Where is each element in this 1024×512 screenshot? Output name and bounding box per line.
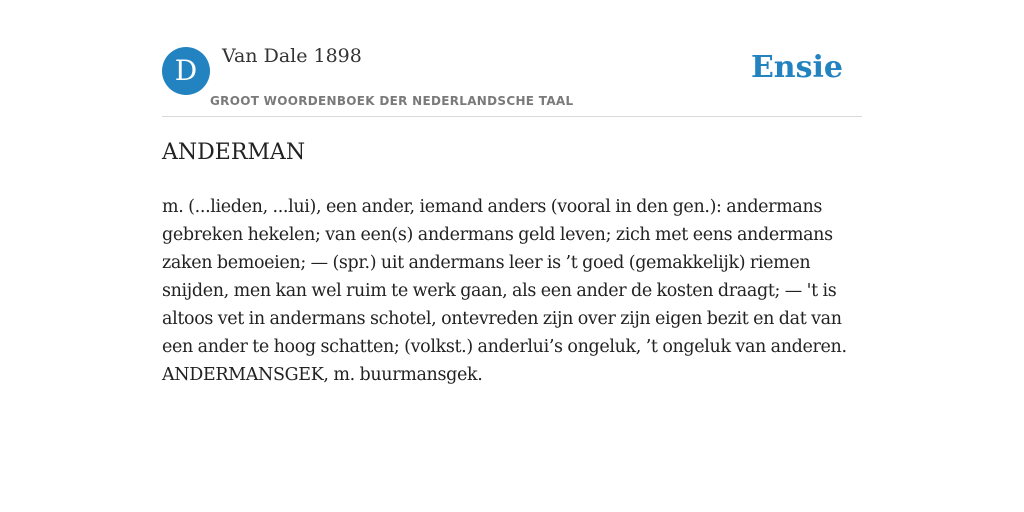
ensie-brand-link[interactable]: Ensie [750, 50, 843, 85]
dictionary-title[interactable]: Van Dale 1898 [222, 45, 362, 67]
dictionary-header [162, 44, 862, 117]
dictionary-subtitle: GROOT WOORDENBOEK DER NEDERLANDSCHE TAAL [210, 94, 574, 108]
dictionary-logo-icon[interactable]: D [162, 47, 210, 95]
entry-headword: ANDERMAN [162, 140, 306, 165]
entry-definition: m. (...lieden, ...lui), een ander, iemand anders (vooral in den gen.): andermans gebreken hekelen; van een(s) andermans geld leven; zich met eens andermans zaken bemoeien; — (spr.) uit andermans leer is ’t goed (gemakkelijk) riemen snijden, men kan wel ruim te werk gaan, als een ander de kosten draagt; — 't is altoos vet in andermans schotel, ontevreden zijn over zijn eigen bezit en dat van een ander te hoog schatten; (volkst.) anderlui’s ongeluk, ’t ongeluk van anderen. ANDERMANSGEK, m. buurmansgek. [162, 197, 847, 385]
